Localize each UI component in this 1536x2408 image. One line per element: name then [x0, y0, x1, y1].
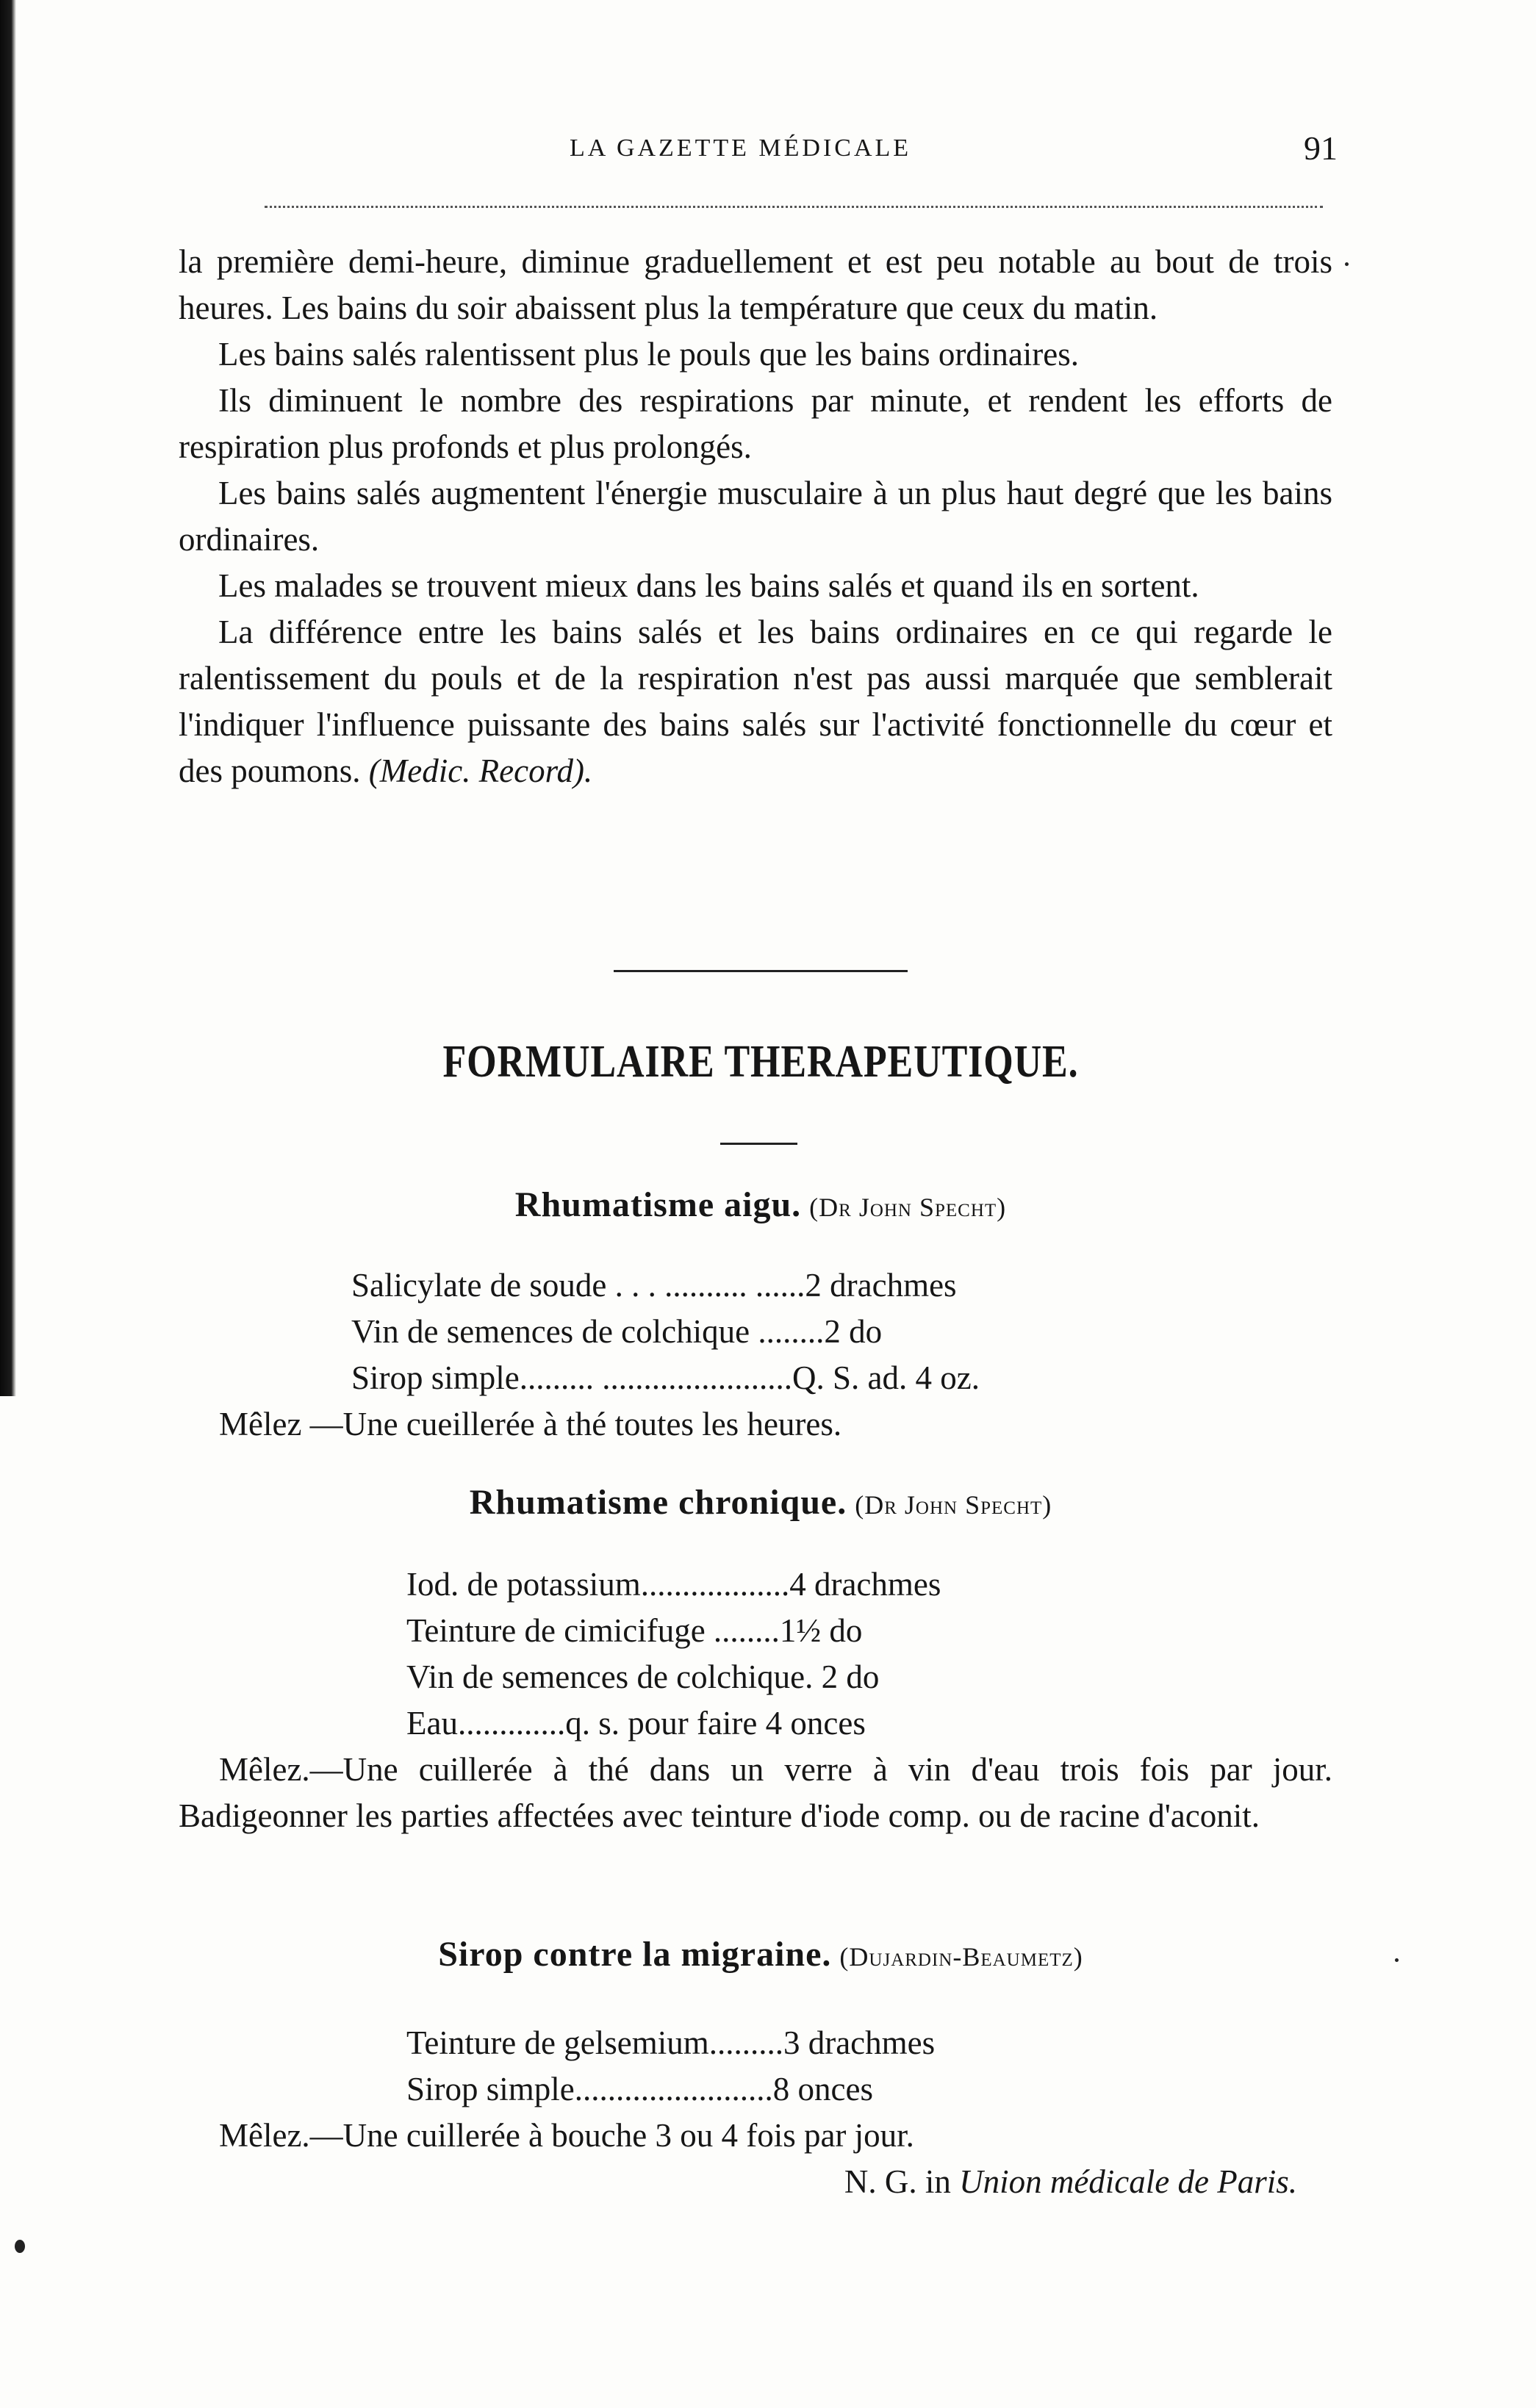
ingredient-line: Vin de semences de colchique ........2 do [351, 1313, 883, 1350]
binding-edge-shadow [0, 0, 16, 1396]
recipe-author: (Dr John Specht) [855, 1490, 1052, 1520]
running-header [184, 129, 1338, 173]
paragraph-text: La différence entre les bains salés et les bains ordinaires en ce qui regarde le ralentissement du pouls et de la respiration n'est pas aussi marquée que semblerait l'indiquer l'influence puissante des bains salés sur l'activité fonctionnelle du cœur et des poumons. [179, 614, 1332, 789]
ingredient-line: Sirop simple........................8 onces [406, 2071, 873, 2107]
ink-speck [1345, 262, 1349, 266]
section-title: FORMULAIRE THERAPEUTIQUE. [442, 1037, 1079, 1087]
header-rule [265, 206, 1323, 208]
ingredient-line: Vin de semences de colchique. 2 do [406, 1658, 880, 1695]
recipe-name: Rhumatisme chronique. [469, 1483, 847, 1522]
ingredient-line: Eau.............q. s. pour faire 4 onces [406, 1705, 866, 1742]
page-number: 91 [1304, 129, 1338, 167]
citation: (Medic. Record). [368, 752, 593, 789]
recipe-author: (Dr John Specht) [809, 1193, 1007, 1222]
paragraph: Les malades se trouvent mieux dans les bains salés et quand ils en sortent. [218, 567, 1199, 604]
running-title: LA GAZETTE MÉDICALE [570, 134, 912, 162]
paragraph: Ils diminuent le nombre des respirations par minute, et rendent les efforts de respiration plus profonds et plus prolongés. [179, 382, 1332, 465]
paragraph-last [179, 609, 1332, 794]
paragraph: Les bains salés augmentent l'énergie musculaire à un plus haut degré que les bains ordinaires. [179, 475, 1332, 558]
ink-speck [1395, 1958, 1399, 1962]
ink-speck [15, 2240, 25, 2253]
ingredient-line: Sirop simple......... .......................Q. S. ad. 4 oz. [351, 1359, 980, 1396]
usage-instruction: Mêlez —Une cueillerée à thé toutes les heures. [219, 1406, 842, 1442]
recipe-name: Sirop contre la migraine. [438, 1935, 832, 1974]
usage-instruction: Mêlez.—Une cuillerée à thé dans un verre à vin d'eau trois fois par jour. Badigeonner les parties affectées avec teinture d'iode comp. ou de racine d'aconit. [179, 1751, 1332, 1834]
source-title: Union médicale de Paris. [959, 2163, 1297, 2200]
usage-instruction: Mêlez.—Une cuillerée à bouche 3 ou 4 fois par jour. [219, 2117, 914, 2154]
source-citation [844, 2159, 1297, 2205]
source-prefix: N. G. in [844, 2163, 951, 2200]
section-separator [614, 970, 908, 972]
paragraph: Les bains salés ralentissent plus le pouls que les bains ordinaires. [218, 336, 1080, 373]
paragraph: la première demi-heure, diminue graduellement et est peu notable au bout de trois heures. Les bains du soir abaissent plus la température que ceux du matin. [179, 243, 1332, 326]
ingredient-line: Teinture de cimicifuge ........1½ do [406, 1612, 863, 1649]
ingredient-line: Teinture de gelsemium.........3 drachmes [406, 2024, 936, 2061]
recipe-title [184, 1185, 1338, 1225]
recipe-name: Rhumatisme aigu. [514, 1185, 802, 1224]
ingredient-line: Salicylate de soude . . . .......... ......2 drachmes [351, 1267, 957, 1304]
intro-text [179, 239, 1332, 794]
title-underline [720, 1143, 797, 1145]
ingredient-line: Iod. de potassium..................4 drachmes [406, 1566, 941, 1603]
recipe-title [184, 1934, 1338, 1974]
recipe-title [184, 1482, 1338, 1523]
recipe-author: (Dujardin-Beaumetz) [839, 1942, 1083, 1972]
